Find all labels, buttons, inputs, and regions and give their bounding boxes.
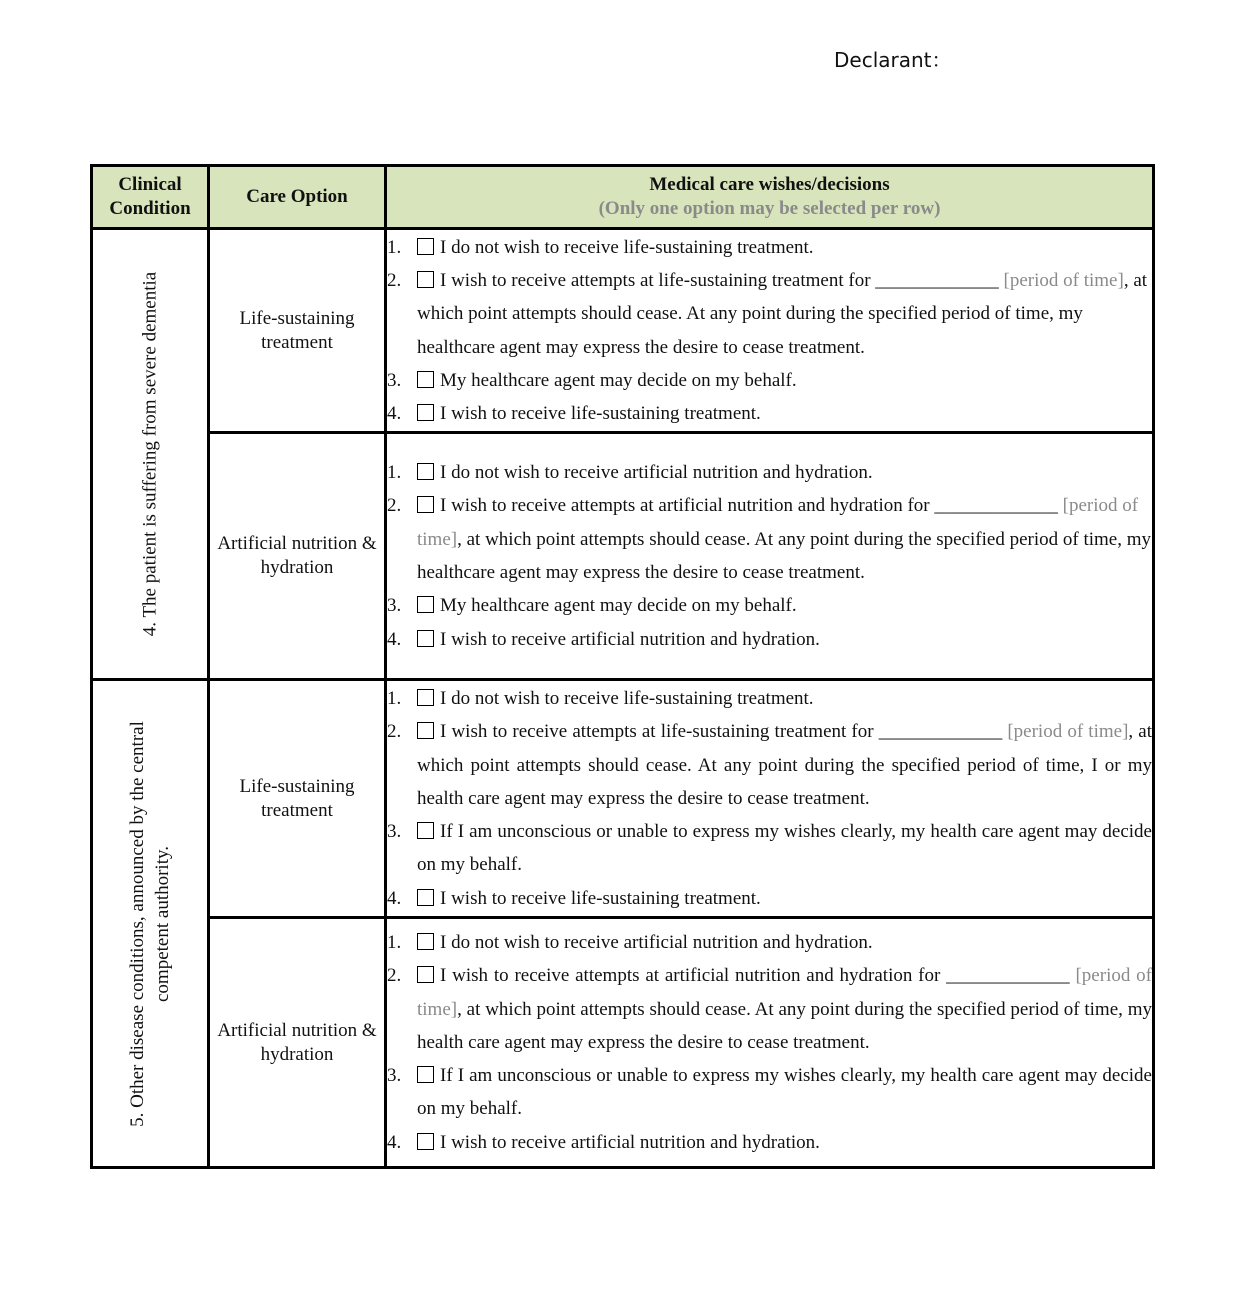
option-text: I do not wish to receive life-sustaining treatment.	[440, 687, 814, 709]
clinical-condition-text	[125, 721, 175, 1127]
header-clinical-condition: Clinical Condition	[92, 166, 209, 229]
option-text: My healthcare agent may decide on my behalf.	[440, 369, 797, 391]
options-list	[387, 231, 1152, 431]
option-text: I wish to receive attempts at artificial nutrition and hydration for _____________	[440, 965, 1076, 987]
option-number: 3.	[387, 1065, 402, 1087]
option-number: 4.	[387, 403, 402, 425]
period-placeholder: [period of time]	[1007, 721, 1129, 743]
option-item	[387, 959, 1152, 1059]
declarant-label: Declarant：	[834, 48, 952, 72]
option-number: 3.	[387, 821, 402, 843]
option-text: I wish to receive artificial nutrition and hydration.	[440, 1131, 820, 1153]
care-option-cell: Artificial nutrition & hydration	[209, 433, 386, 680]
clinical-condition-text: 4. The patient is suffering from severe dementia	[139, 271, 161, 637]
care-wishes-table	[90, 164, 1155, 1169]
option-text: I do not wish to receive life-sustaining treatment.	[440, 236, 814, 258]
option-number: 1.	[387, 931, 402, 953]
header-wishes-note: (Only one option may be selected per row)	[598, 198, 941, 219]
checkbox[interactable]	[417, 371, 434, 388]
checkbox[interactable]	[417, 722, 434, 739]
option-number: 3.	[387, 369, 402, 391]
option-text: I do not wish to receive artificial nutrition and hydration.	[440, 462, 873, 484]
option-number: 2.	[387, 721, 402, 743]
option-text-cont: , at which point attempts should cease. At any point during the specified period of time, my health care agent may express the desire to cease treatment.	[417, 998, 1152, 1053]
care-option-cell: Life-sustaining treatment	[209, 680, 386, 918]
option-item	[387, 489, 1152, 589]
table-row	[92, 680, 1154, 918]
option-text: I do not wish to receive artificial nutrition and hydration.	[440, 931, 873, 953]
option-item	[387, 623, 1152, 656]
option-number: 3.	[387, 595, 402, 617]
checkbox[interactable]	[417, 271, 434, 288]
checkbox[interactable]	[417, 933, 434, 950]
checkbox[interactable]	[417, 822, 434, 839]
table-row	[92, 433, 1154, 680]
option-item	[387, 397, 1152, 430]
option-text: I wish to receive life-sustaining treatment.	[440, 887, 761, 909]
option-text: My healthcare agent may decide on my behalf.	[440, 595, 797, 617]
checkbox[interactable]	[417, 238, 434, 255]
checkbox[interactable]	[417, 1133, 434, 1150]
checkbox[interactable]	[417, 496, 434, 513]
checkbox[interactable]	[417, 889, 434, 906]
option-number: 2.	[387, 965, 402, 987]
option-number: 2.	[387, 495, 402, 517]
clinical-condition-line: 5. Other disease conditions, announced by the central	[127, 720, 148, 1127]
checkbox[interactable]	[417, 630, 434, 647]
option-text-cont: , at which point attempts should cease. At any point during the specified period of time, my healthcare agent may express the desire to cease treatment.	[417, 269, 1148, 358]
care-option-cell: Artificial nutrition & hydration	[209, 918, 386, 1168]
option-item	[387, 715, 1152, 815]
option-item	[387, 815, 1152, 882]
option-text: I wish to receive artificial nutrition and hydration.	[440, 628, 820, 650]
option-text: I wish to receive attempts at life-sustaining treatment for _____________	[440, 269, 1004, 291]
options-list	[387, 456, 1152, 656]
checkbox[interactable]	[417, 596, 434, 613]
option-text: If I am unconscious or unable to express my wishes clearly, my health care agent may decide on my behalf.	[417, 1065, 1152, 1120]
option-number: 2.	[387, 269, 402, 291]
option-item	[387, 1126, 1152, 1159]
option-item	[387, 882, 1152, 915]
option-item	[387, 926, 1152, 959]
option-text-cont: , at which point attempts should cease. At any point during the specified period of time, I or my health care agent may express the desire to cease treatment.	[417, 721, 1152, 809]
checkbox[interactable]	[417, 463, 434, 480]
table-row	[92, 229, 1154, 433]
checkbox[interactable]	[417, 404, 434, 421]
option-item	[387, 682, 1152, 715]
period-placeholder: [period of time]	[417, 495, 1139, 550]
option-item	[387, 589, 1152, 622]
option-item	[387, 364, 1152, 397]
care-option-cell: Life-sustaining treatment	[209, 229, 386, 433]
wishes-cell	[386, 229, 1154, 433]
option-item	[387, 264, 1152, 364]
option-text: I wish to receive life-sustaining treatment.	[440, 403, 761, 425]
table-row	[92, 918, 1154, 1168]
option-item	[387, 456, 1152, 489]
option-number: 1.	[387, 462, 402, 484]
option-number: 1.	[387, 687, 402, 709]
clinical-condition-line: competent authority.	[152, 845, 173, 1002]
wishes-cell	[386, 918, 1154, 1168]
period-placeholder: [period of time]	[1003, 269, 1124, 291]
checkbox[interactable]	[417, 689, 434, 706]
option-text: I wish to receive attempts at life-sustaining treatment for _____________	[440, 721, 1008, 743]
option-number: 4.	[387, 887, 402, 909]
option-text-cont: , at which point attempts should cease. At any point during the specified period of time, my healthcare agent may express the desire to cease treatment.	[417, 528, 1151, 583]
wishes-cell	[386, 680, 1154, 918]
clinical-condition-cell	[92, 680, 209, 1168]
option-number: 4.	[387, 628, 402, 650]
header-wishes-title: Medical care wishes/decisions	[649, 174, 890, 195]
header-wishes	[386, 166, 1154, 229]
options-list	[387, 682, 1152, 915]
wishes-cell	[386, 433, 1154, 680]
period-placeholder: [period of time]	[417, 965, 1152, 1020]
option-item	[387, 231, 1152, 264]
checkbox[interactable]	[417, 966, 434, 983]
header-care-option: Care Option	[209, 166, 386, 229]
checkbox[interactable]	[417, 1066, 434, 1083]
clinical-condition-cell	[92, 229, 209, 680]
option-text: If I am unconscious or unable to express my wishes clearly, my health care agent may decide on my behalf.	[417, 821, 1152, 876]
table-header-row	[92, 166, 1154, 229]
options-list	[387, 926, 1152, 1159]
option-number: 4.	[387, 1131, 402, 1153]
option-item	[387, 1059, 1152, 1126]
option-number: 1.	[387, 236, 402, 258]
option-text: I wish to receive attempts at artificial nutrition and hydration for _____________	[440, 495, 1063, 517]
